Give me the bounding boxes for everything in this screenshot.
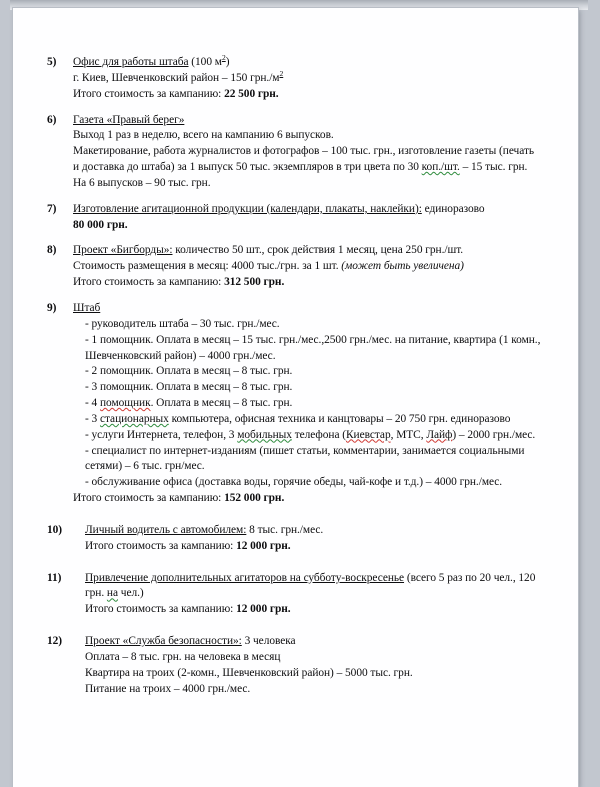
item-8-line-1 — [73, 259, 541, 275]
list-item-8 — [47, 243, 557, 291]
item-8-title: Проект «Бигборды»: — [73, 244, 173, 257]
spacer-5-6 — [47, 103, 557, 113]
item-9-line-4: - 3 помощник. Оплата в месяц – 8 тыс. грн. — [85, 381, 293, 394]
item-10-total-value: 12 000 грн. — [236, 539, 291, 552]
item-5-total-label: Итого стоимость за кампанию: — [73, 87, 225, 100]
item-8-total-value: 312 500 грн. — [224, 276, 285, 289]
item-9-line-9: - обслуживание офиса (доставка воды, горячие обеды, чай-кофе и т.д.) – 4000 грн./мес. — [85, 476, 503, 489]
list-item-11 — [47, 571, 557, 619]
spacer-10-11 — [47, 555, 557, 571]
item-10-total-row — [85, 539, 541, 555]
document-body — [47, 55, 557, 698]
item-7-after-title: единоразово — [421, 202, 485, 215]
item-12-title: Проект «Служба безопасности»: — [85, 635, 242, 648]
item-8-after-title: количество 50 шт., срок действия 1 месяц, цена 250 грн./шт. — [172, 244, 464, 257]
item-6-line-1: Выход 1 раз в неделю, всего на кампанию 6 выпусков. — [73, 129, 334, 142]
item-10-total-label: Итого стоимость за кампанию: — [85, 539, 237, 552]
item-11-total-row — [85, 602, 541, 618]
item-9-total-row — [73, 491, 541, 507]
item-9-line-5: - 4 помощник. Оплата в месяц – 8 тыс. грн. — [85, 397, 293, 410]
item-9-line-3: - 2 помощник. Оплата в месяц – 8 тыс. грн. — [85, 365, 293, 378]
spacer-7-8 — [47, 233, 557, 243]
item-5-title: Офис для работы штаба — [73, 56, 189, 68]
spacer-11-12 — [47, 618, 557, 634]
list-item-10 — [47, 523, 557, 555]
item-12-body — [85, 634, 541, 697]
item-11-body — [85, 571, 541, 619]
item-7-body — [73, 202, 541, 234]
item-9-line-1: - руководитель штаба – 30 тыс. грн./мес. — [85, 317, 280, 330]
item-5-superscript: 2 — [221, 53, 226, 63]
item-9-title: Штаб — [73, 301, 101, 314]
item-7-number: 7) — [47, 202, 57, 215]
item-10-number: 10) — [47, 523, 63, 536]
list-item-5 — [47, 55, 557, 103]
item-6-line-2: Макетирование, работа журналистов и фотографов – 100 тыс. грн., изготовление газеты (печать и доставка до штаба) за 1 выпуск 50 тыс. экземпляров в три цвета по 30 коп./шт. – 15 тыс. грн. На 6 выпусков – 90 тыс. грн. — [73, 145, 535, 189]
item-5-total-value: 22 500 грн. — [224, 87, 279, 100]
document-page — [13, 8, 578, 787]
item-7-title: Изготовление агитационной продукции (календари, плакаты, наклейки): — [73, 202, 422, 215]
list-item-7 — [47, 202, 557, 234]
spacer-9-10 — [47, 507, 557, 523]
item-10-heading-row — [47, 523, 557, 555]
item-6-title: Газета «Правый берег» — [73, 113, 185, 126]
item-11-heading-row — [47, 571, 557, 619]
list-item-12 — [47, 634, 557, 697]
item-5-heading-row — [47, 55, 557, 103]
item-11-after-title: (всего 5 раз по 20 чел., 120 грн. на чел.) — [85, 571, 536, 600]
item-5-title-suffix-pre: (100 м — [188, 56, 222, 68]
item-8-italic-note: (может быть увеличена) — [341, 260, 464, 273]
item-8-total-row — [73, 275, 541, 291]
item-7-heading-row — [47, 202, 557, 234]
item-11-title: Привлечение дополнительных агитаторов на субботу-воскресенье — [85, 571, 405, 584]
item-9-total-label: Итого стоимость за кампанию: — [73, 492, 225, 505]
item-6-body — [73, 113, 541, 192]
item-12-line-3: Питание на троих – 4000 грн./мес. — [85, 682, 251, 695]
item-5-line-1-text: г. Киев, Шевченковский район – 150 грн./м — [73, 71, 280, 84]
item-9-line-8: - специалист по интернет-изданиям (пишет статьи, комментарии, занимается социальными сетями) – 6 тыс. грн/мес. — [85, 444, 525, 473]
item-10-body — [85, 523, 541, 555]
item-9-heading-row — [47, 301, 557, 507]
page-sheet — [13, 8, 578, 787]
item-11-total-value: 12 000 грн. — [236, 603, 291, 616]
list-item-9 — [47, 301, 557, 507]
item-5-total-row — [73, 87, 541, 103]
item-5-line-1 — [73, 71, 541, 87]
item-5-number: 5) — [47, 56, 57, 68]
item-7-total-value: 80 000 грн. — [73, 218, 128, 231]
item-11-total-label: Итого стоимость за кампанию: — [85, 603, 237, 616]
item-9-line-6: - 3 стационарных компьютера, офисная техника и канцтовары – 20 750 грн. единоразово — [85, 412, 511, 425]
item-6-heading-row — [47, 113, 557, 192]
item-12-line-1: Оплата – 8 тыс. грн. на человека в месяц — [85, 651, 281, 663]
item-12-after-title: 3 человека — [241, 635, 296, 648]
spacer-8-9 — [47, 291, 557, 301]
item-12-line-2: Квартира на троих (2-комн., Шевченковский район) – 5000 тыс. грн. — [85, 666, 413, 679]
item-8-line-1-text: Стоимость размещения в месяц: 4000 тыс./грн. за 1 шт. — [73, 260, 342, 273]
item-9-line-7: - услуги Интернета, телефон, 3 мобильных телефона (Киевстар, МТС, Лайф) – 2000 грн./мес. — [85, 428, 536, 441]
item-8-total-label: Итого стоимость за кампанию: — [73, 276, 225, 289]
item-9-number: 9) — [47, 301, 57, 314]
item-8-body — [73, 243, 541, 291]
item-11-number: 11) — [47, 571, 62, 584]
item-5-title-suffix-post: ) — [225, 56, 230, 68]
item-5-line-1-superscript: 2 — [279, 69, 284, 79]
item-12-heading-row — [47, 634, 557, 697]
list-item-6 — [47, 113, 557, 192]
item-9-total-value: 152 000 грн. — [224, 492, 285, 505]
item-8-number: 8) — [47, 244, 57, 257]
item-9-line-2: - 1 помощник. Оплата в месяц – 15 тыс. грн./мес.,2500 грн./мес. на питание, квартира (1 комн., Шевченковский район) – 4000 грн./мес. — [85, 333, 541, 362]
spacer-6-7 — [47, 192, 557, 202]
item-10-title: Личный водитель с автомобилем: — [85, 523, 247, 536]
item-5-body — [73, 55, 541, 103]
item-9-body — [73, 301, 541, 507]
item-10-after-title: 8 тыс. грн./мес. — [246, 523, 324, 536]
item-12-number: 12) — [47, 635, 63, 648]
item-6-number: 6) — [47, 113, 57, 126]
item-8-heading-row — [47, 243, 557, 291]
